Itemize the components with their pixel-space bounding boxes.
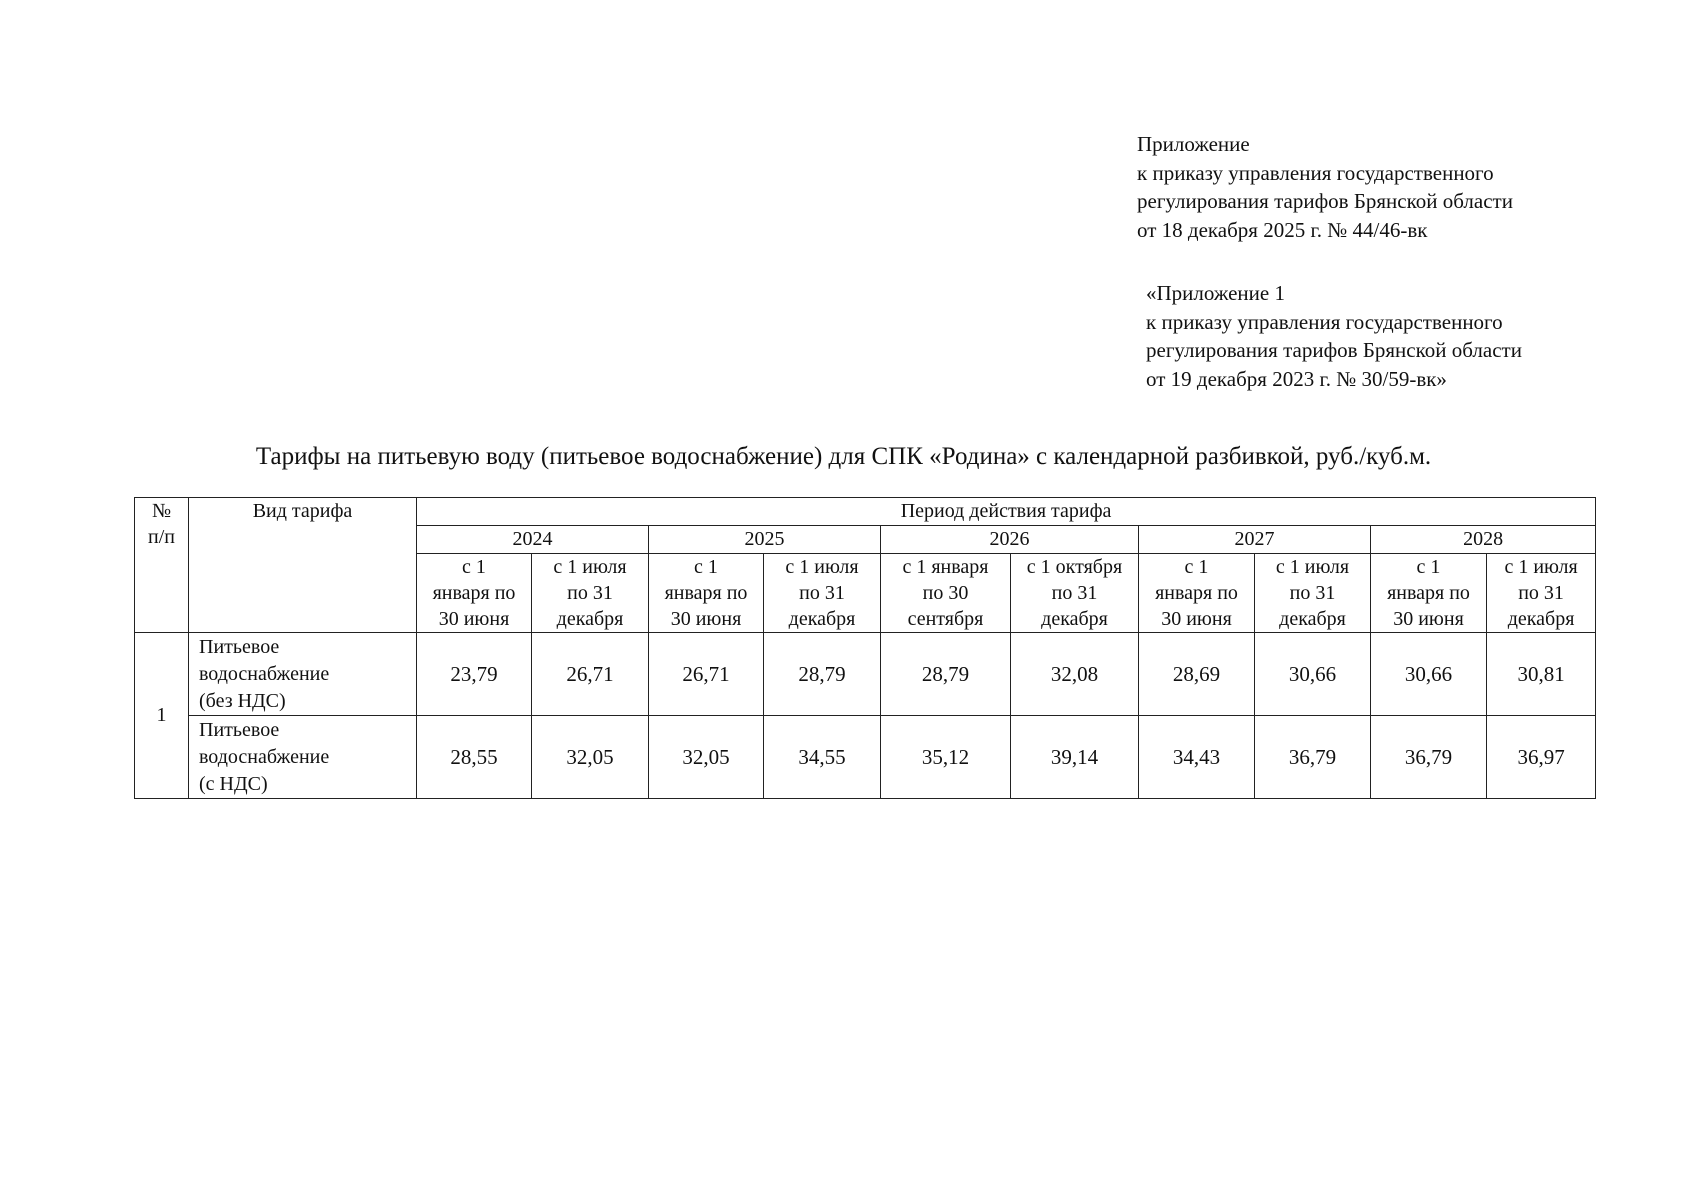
period-line: 30 июня <box>1393 608 1464 630</box>
period-line: по 31 <box>1051 582 1098 604</box>
tariff-value: 34,55 <box>764 716 881 799</box>
period-line: сентября <box>907 608 984 630</box>
appendix-previous-line: от 19 декабря 2023 г. № 30/59-вк» <box>1146 366 1447 391</box>
period-cell <box>764 554 881 633</box>
tariff-type-line: (с НДС) <box>199 772 268 795</box>
period-line: декабря <box>1507 608 1575 630</box>
tariff-type-line: водоснабжение <box>199 745 330 768</box>
period-line: декабря <box>1041 608 1108 630</box>
appendix-previous <box>1146 279 1522 393</box>
year-header: 2025 <box>649 526 881 554</box>
period-cell <box>649 554 764 633</box>
period-line: 30 июня <box>670 608 742 630</box>
tariff-type-line: Питьевое <box>199 718 280 741</box>
tariff-table <box>134 497 1596 799</box>
period-line: по 31 <box>1289 582 1336 604</box>
period-line: по 31 <box>567 582 613 604</box>
period-line: с 1 июля <box>1275 556 1350 578</box>
col-num-header-line: п/п <box>148 526 175 548</box>
period-line: с 1 июля <box>553 556 627 578</box>
tariff-value: 39,14 <box>1011 716 1139 799</box>
document-title: Тарифы на питьевую воду (питьевое водоснабжение) для СПК «Родина» с календарной разбивкой, руб./куб.м. <box>255 443 1432 470</box>
tariff-value: 36,79 <box>1371 716 1487 799</box>
period-line: января по <box>1387 582 1470 604</box>
year-header: 2024 <box>417 526 649 554</box>
tariff-value: 35,12 <box>881 716 1011 799</box>
tariff-value: 28,79 <box>881 633 1011 716</box>
period-line: 30 июня <box>1161 608 1232 630</box>
period-cell <box>1139 554 1255 633</box>
col-num-header-line: № <box>151 500 172 522</box>
year-header: 2027 <box>1139 526 1371 554</box>
tariff-type-line: Питьевое <box>199 635 280 658</box>
period-cell <box>532 554 649 633</box>
period-line: с 1 <box>1416 556 1441 578</box>
tariff-type-line: водоснабжение <box>199 662 330 685</box>
tariff-value: 30,81 <box>1487 633 1596 716</box>
tariff-value: 28,55 <box>417 716 532 799</box>
period-line: декабря <box>1279 608 1346 630</box>
period-line: с 1 <box>694 556 718 578</box>
period-line: с 1 января <box>902 556 989 578</box>
col-num-header <box>135 498 189 633</box>
tariff-type-name <box>189 716 417 799</box>
period-cell <box>1255 554 1371 633</box>
year-header: 2026 <box>881 526 1139 554</box>
period-line: декабря <box>788 608 856 630</box>
tariff-value: 32,05 <box>532 716 649 799</box>
table-row <box>135 716 1596 799</box>
period-line: декабря <box>556 608 624 630</box>
appendix-current-line: Приложение <box>1137 132 1250 156</box>
table-header-row <box>135 498 1596 526</box>
appendix-previous-line: к приказу управления государственного <box>1146 309 1503 334</box>
appendix-current <box>1137 130 1513 244</box>
tariff-value: 34,43 <box>1139 716 1255 799</box>
period-line: с 1 <box>462 556 486 578</box>
tariff-value: 26,71 <box>532 633 649 716</box>
tariff-type-line: (без НДС) <box>199 689 286 712</box>
tariff-value: 32,05 <box>649 716 764 799</box>
period-line: по 31 <box>1518 582 1564 604</box>
period-cell <box>881 554 1011 633</box>
period-line: с 1 <box>1184 556 1209 578</box>
tariff-value: 28,69 <box>1139 633 1255 716</box>
col-type-header: Вид тарифа <box>189 498 417 633</box>
tariff-value: 30,66 <box>1255 633 1371 716</box>
period-line: января по <box>432 582 516 604</box>
period-header: Период действия тарифа <box>417 498 1596 526</box>
period-line: с 1 июля <box>785 556 859 578</box>
tariff-value: 26,71 <box>649 633 764 716</box>
period-cell <box>1011 554 1139 633</box>
appendix-current-line: регулирования тарифов Брянской области <box>1137 189 1513 213</box>
tariff-value: 30,66 <box>1371 633 1487 716</box>
tariff-type-name <box>189 633 417 716</box>
period-line: января по <box>1155 582 1238 604</box>
appendix-current-line: к приказу управления государственного <box>1137 160 1494 185</box>
year-header: 2028 <box>1371 526 1596 554</box>
period-line: по 31 <box>799 582 845 604</box>
appendix-current-line: от 18 декабря 2025 г. № 44/46-вк <box>1137 217 1428 242</box>
period-cell <box>1371 554 1487 633</box>
period-line: по 30 <box>922 582 969 604</box>
row-number: 1 <box>135 633 189 799</box>
table-row <box>135 633 1596 716</box>
appendix-previous-line: регулирования тарифов Брянской области <box>1146 338 1522 362</box>
tariff-value: 32,08 <box>1011 633 1139 716</box>
period-line: 30 июня <box>438 608 510 630</box>
appendix-previous-line: «Приложение 1 <box>1146 281 1285 305</box>
period-line: с 1 июля <box>1504 556 1578 578</box>
period-cell <box>417 554 532 633</box>
tariff-value: 36,79 <box>1255 716 1371 799</box>
tariff-value: 36,97 <box>1487 716 1596 799</box>
tariff-value: 28,79 <box>764 633 881 716</box>
period-line: января по <box>664 582 748 604</box>
period-line: с 1 октября <box>1026 556 1123 578</box>
tariff-value: 23,79 <box>417 633 532 716</box>
period-cell <box>1487 554 1596 633</box>
